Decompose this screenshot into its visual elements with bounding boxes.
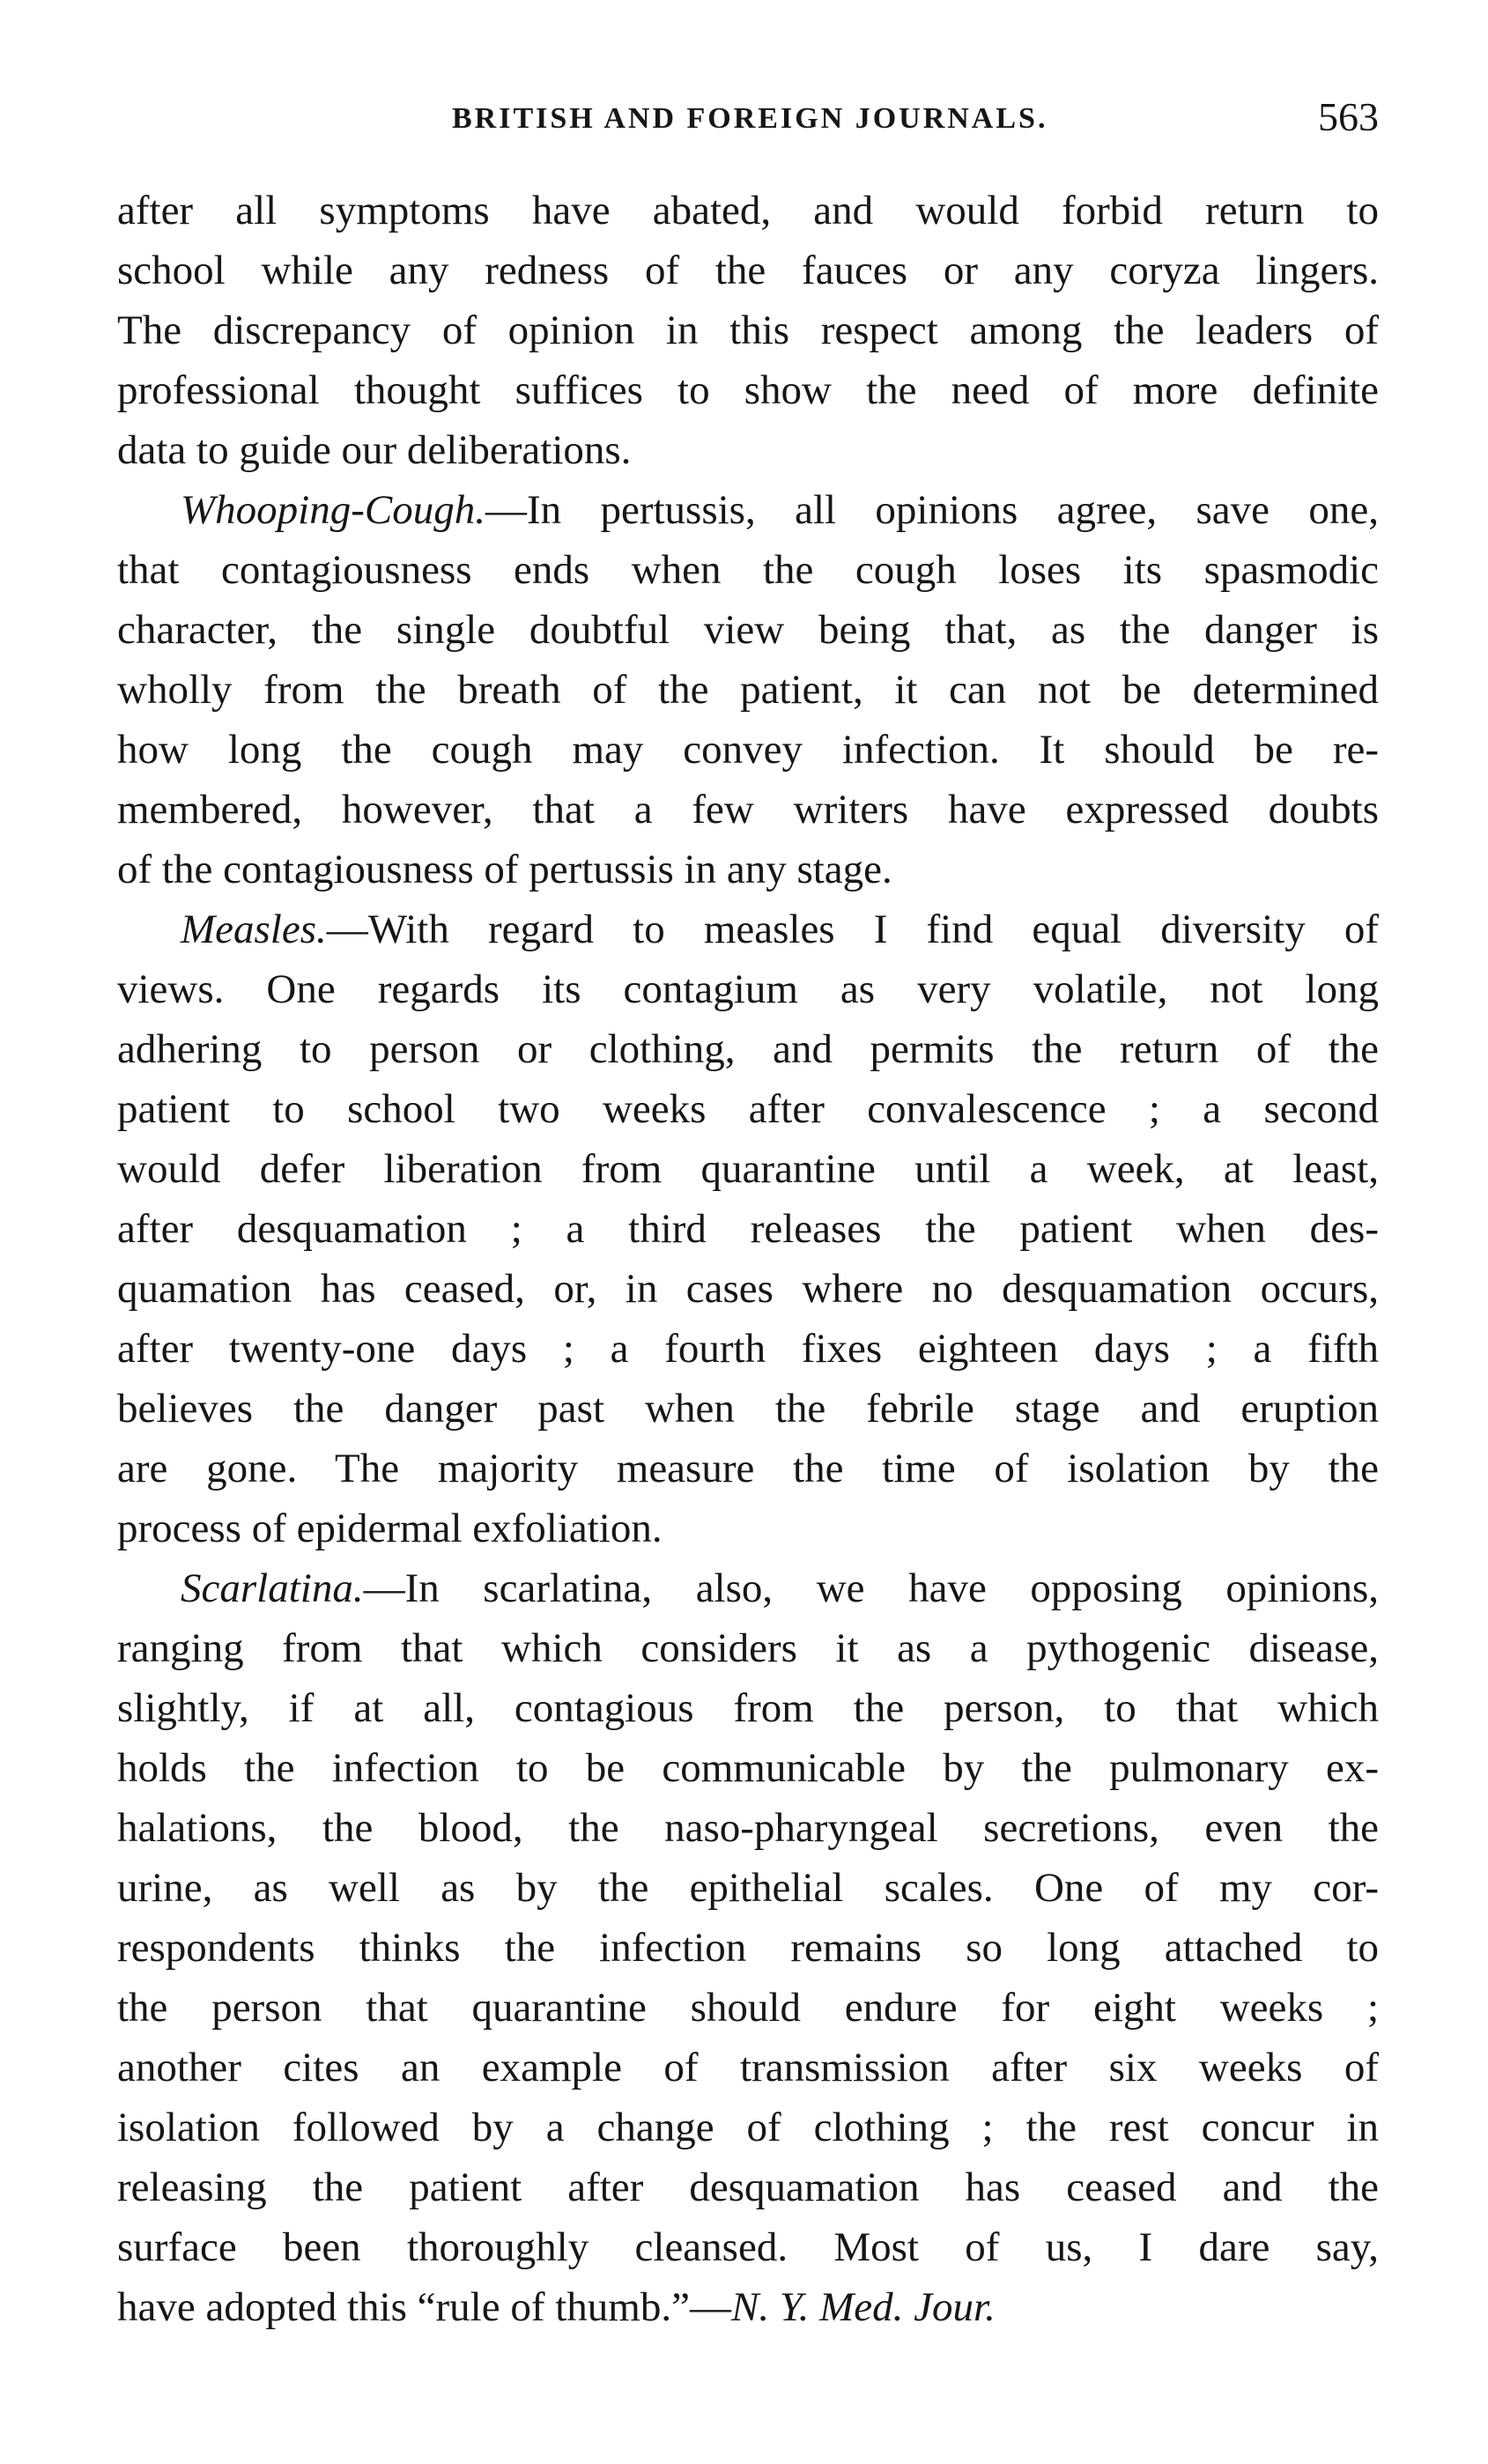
text-line: that contagiousness ends when the cough loses its spasmodic [117,547,1379,593]
text-line: releasing the patient after desquamation has ceased and the [117,2164,1379,2210]
text-run: —In pertussis, all opinions agree, save one, [485,487,1379,533]
text-line: school while any redness of the fauces or any coryza lingers. [117,248,1379,293]
running-head [117,93,1379,146]
text-line: ranging from that which considers it as a pythogenic disease, [117,1625,1379,1671]
text-line: would defer liberation from quarantine until a week, at least, [117,1146,1379,1192]
text-line: character, the single doubtful view being that, as the danger is [117,607,1379,653]
text-line [117,2277,1379,2337]
text-line: quamation has ceased, or, in cases where no desquamation occurs, [117,1266,1379,1312]
text-line [117,480,1379,540]
citation: N. Y. Med. Jour. [730,2284,996,2330]
section-heading-measles: Measles. [181,906,327,952]
text-line: urine, as well as by the epithelial scales. One of my cor- [117,1865,1379,1911]
text-line: patient to school two weeks after convalescence ; a second [117,1086,1379,1132]
text-line: halations, the blood, the naso-pharyngeal secretions, even the [117,1805,1379,1851]
text-line: process of epidermal exfoliation. [117,1506,663,1551]
section-heading-whooping-cough: Whooping-Cough. [181,487,485,533]
text-line: The discrepancy of opinion in this respect among the leaders of [117,307,1379,353]
text-line [117,1558,1379,1618]
text-line: believes the danger past when the febrile stage and eruption [117,1386,1379,1432]
section-heading-scarlatina: Scarlatina. [181,1565,364,1611]
text-line: isolation followed by a change of clothing ; the rest concur in [117,2105,1379,2150]
paragraph-continuation [117,181,1379,480]
text-line: holds the infection to be communicable by the pulmonary ex- [117,1745,1379,1791]
text-line: professional thought suffices to show the need of more definite [117,367,1379,413]
text-line: surface been thoroughly cleansed. Most of us, I dare say, [117,2224,1379,2270]
text-line: another cites an example of transmission after six weeks of [117,2045,1379,2090]
text-line: the person that quarantine should endure for eight weeks ; [117,1985,1379,2031]
text-line: views. One regards its contagium as very volatile, not long [117,966,1379,1012]
text-line: wholly from the breath of the patient, it can not be determined [117,667,1379,713]
text-line: of the contagiousness of pertussis in any stage. [117,847,892,892]
body-text [117,181,1379,2337]
paragraph-measles [117,899,1379,1558]
text-run: —In scarlatina, also, we have opposing opinions, [363,1565,1379,1611]
text-run: —With regard to measles I find equal diversity of [326,906,1379,952]
text-line: after all symptoms have abated, and would forbid return to [117,188,1379,233]
text-line: slightly, if at all, contagious from the person, to that which [117,1685,1379,1731]
text-line: after desquamation ; a third releases the patient when des- [117,1206,1379,1252]
text-line [117,899,1379,959]
paragraph-whooping-cough [117,480,1379,899]
page-number: 563 [1318,94,1379,139]
text-line: are gone. The majority measure the time of isolation by the [117,1446,1379,1491]
text-line: after twenty-one days ; a fourth fixes eighteen days ; a fifth [117,1326,1379,1372]
running-title: BRITISH AND FOREIGN JOURNALS. [452,102,1048,135]
paragraph-scarlatina [117,1558,1379,2337]
book-page [117,0,1379,2464]
text-line: membered, however, that a few writers have expressed doubts [117,787,1379,832]
text-run: have adopted this “rule of thumb.”— [117,2284,731,2330]
text-line: adhering to person or clothing, and permits the return of the [117,1026,1379,1072]
text-line: how long the cough may convey infection. It should be re- [117,727,1379,773]
text-line: data to guide our deliberations. [117,427,632,473]
text-line: respondents thinks the infection remains so long attached to [117,1925,1379,1971]
